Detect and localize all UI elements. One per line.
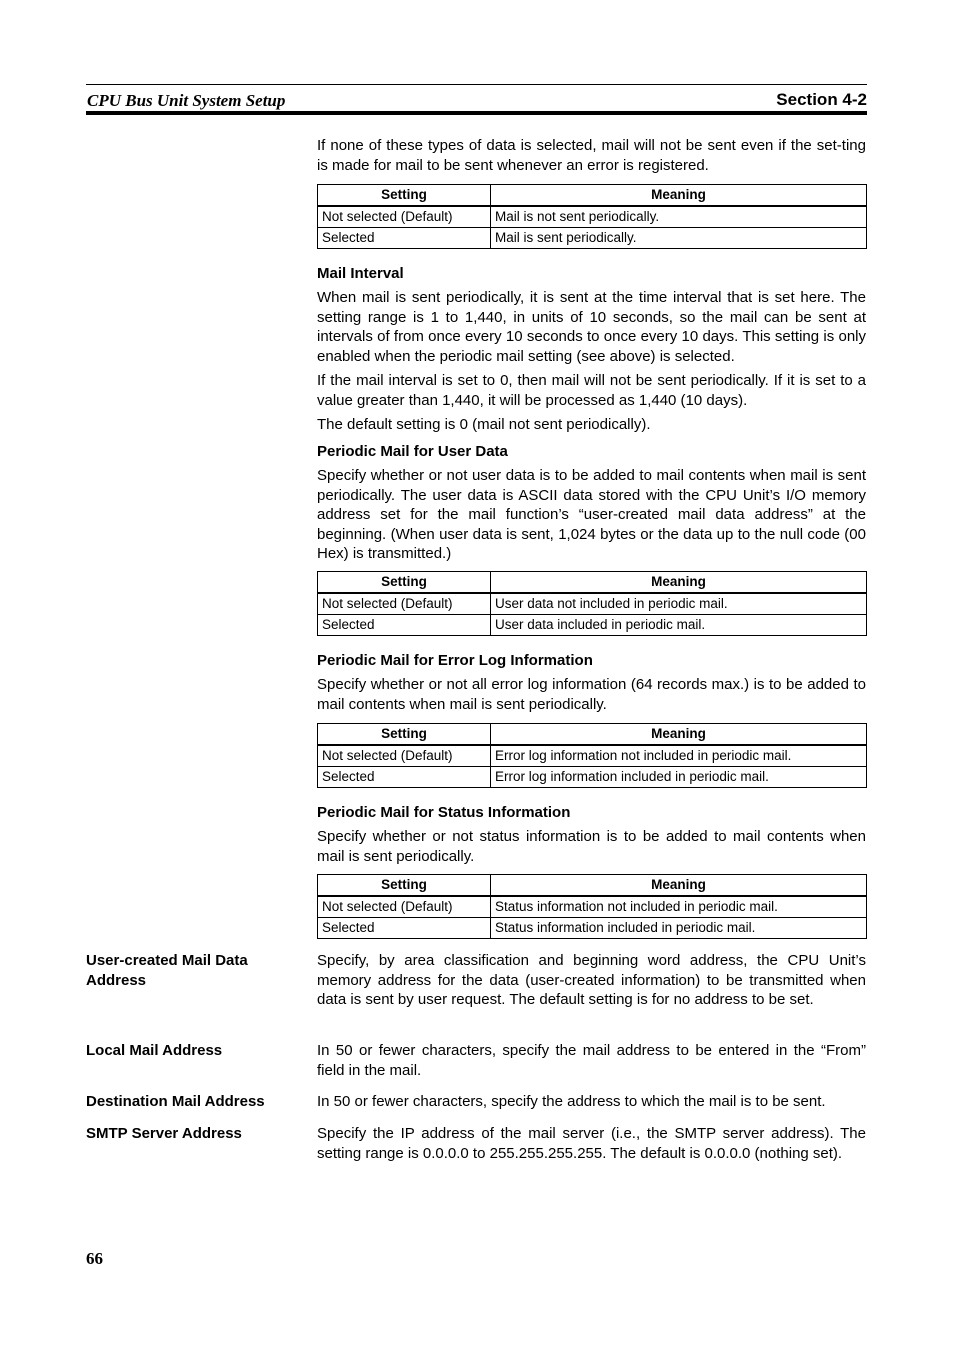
param-label-smtp-server-address: SMTP Server Address (86, 1125, 242, 1142)
table-row (318, 918, 867, 939)
status-info-paragraph: Specify whether or not status information is to be added to mail contents when mail is sent periodically. (317, 828, 866, 865)
table-header-row (318, 875, 867, 897)
chapter-title: CPU Bus Unit System Setup (87, 91, 286, 110)
table-header-row (318, 724, 867, 746)
param-text: Specify the IP address of the mail server (i.e., the SMTP server address). The setting range is 0.0.0.0 to 255.255.255.255. The default is 0.0.0.0 (nothing set). (317, 1125, 866, 1162)
table-row (318, 896, 867, 918)
mail-interval-paragraph-3: The default setting is 0 (mail not sent periodically). (317, 416, 651, 433)
table-row (318, 745, 867, 767)
param-description-smtp-server-address (317, 1124, 866, 1163)
setting-cell: Not selected (Default) (318, 593, 491, 615)
header-setting: Setting (318, 185, 491, 207)
setting-cell: Selected (318, 615, 491, 636)
error-log-paragraph: Specify whether or not all error log information (64 records max.) is to be added to mail contents when mail is sent periodically. (317, 676, 866, 713)
meaning-cell: Mail is sent periodically. (491, 228, 867, 249)
table-header-row (318, 572, 867, 594)
page-number: 66 (86, 1249, 103, 1268)
intro-block (317, 136, 866, 175)
error-log-heading: Periodic Mail for Error Log Information (317, 652, 593, 669)
table-row (318, 767, 867, 788)
setting-cell: Selected (318, 918, 491, 939)
table-row (318, 206, 867, 228)
status-info-heading: Periodic Mail for Status Information (317, 804, 571, 821)
mail-interval-paragraph-1: When mail is sent periodically, it is sent at the time interval that is set here. The setting range is 1 to 1,440, in units of 10 seconds, so the mail can be sent at intervals of from once every 10 seconds to once every 10 days. This setting is only enabled when the periodic mail setting (see above) is selected. (317, 289, 866, 365)
periodic-mail-table (317, 184, 867, 249)
meaning-cell: Mail is not sent periodically. (491, 206, 867, 228)
mail-interval-heading: Mail Interval (317, 265, 404, 282)
header-setting: Setting (318, 724, 491, 746)
meaning-cell: Error log information not included in periodic mail. (491, 745, 867, 767)
param-text: Specify, by area classification and beginning word address, the CPU Unit’s memory address for the data (user-created information) to be transmitted when data is sent by user request. The default setting is for no address to be set. (317, 952, 866, 1008)
param-text: In 50 or fewer characters, specify the mail address to be entered in the “From” field in the mail. (317, 1042, 866, 1079)
error-log-table (317, 723, 867, 788)
meaning-cell: Status information not included in periodic mail. (491, 896, 867, 918)
setting-cell: Selected (318, 767, 491, 788)
table-row (318, 593, 867, 615)
setting-cell: Selected (318, 228, 491, 249)
table-header-row (318, 185, 867, 207)
setting-cell: Not selected (Default) (318, 206, 491, 228)
header-setting: Setting (318, 875, 491, 897)
intro-paragraph: If none of these types of data is selected, mail will not be sent even if the set-ting is made for mail to be sent whenever an error is registered. (317, 137, 866, 174)
meaning-cell: Error log information included in periodic mail. (491, 767, 867, 788)
status-info-section (317, 803, 866, 866)
user-data-section (317, 442, 866, 564)
param-description-local-mail-address (317, 1041, 866, 1080)
param-description-user-created-mail-data-address (317, 951, 866, 1010)
header-meaning: Meaning (491, 724, 867, 746)
header-meaning: Meaning (491, 875, 867, 897)
param-label-destination-mail-address: Destination Mail Address (86, 1093, 265, 1110)
setting-cell: Not selected (Default) (318, 896, 491, 918)
param-text: In 50 or fewer characters, specify the address to which the mail is to be sent. (317, 1093, 826, 1110)
error-log-section (317, 651, 866, 714)
table-row (318, 615, 867, 636)
header-meaning: Meaning (491, 185, 867, 207)
page-header (86, 84, 867, 115)
param-description-destination-mail-address (317, 1092, 866, 1112)
user-data-table (317, 571, 867, 636)
user-data-paragraph: Specify whether or not user data is to be added to mail contents when mail is sent periodically. The user data is ASCII data stored with the CPU Unit’s I/O memory address set for the mail function’s “user-created mail data address” at the beginning. (When user data is sent, 1,024 bytes or the data up to the null code (00 Hex) is transmitted.) (317, 467, 866, 562)
mail-interval-section (317, 264, 866, 435)
meaning-cell: Status information included in periodic mail. (491, 918, 867, 939)
header-meaning: Meaning (491, 572, 867, 594)
param-label-local-mail-address: Local Mail Address (86, 1042, 223, 1059)
mail-interval-paragraph-2: If the mail interval is set to 0, then mail will not be sent periodically. If it is set to a value greater than 1,440, it will be processed as 1,440 (10 days). (317, 372, 866, 409)
section-number: Section 4-2 (776, 90, 867, 109)
setting-cell: Not selected (Default) (318, 745, 491, 767)
status-info-table (317, 874, 867, 939)
param-label-user-created-mail-data-address: User-created Mail Data Address (86, 952, 248, 989)
meaning-cell: User data not included in periodic mail. (491, 593, 867, 615)
meaning-cell: User data included in periodic mail. (491, 615, 867, 636)
table-row (318, 228, 867, 249)
header-setting: Setting (318, 572, 491, 594)
user-data-heading: Periodic Mail for User Data (317, 443, 508, 460)
